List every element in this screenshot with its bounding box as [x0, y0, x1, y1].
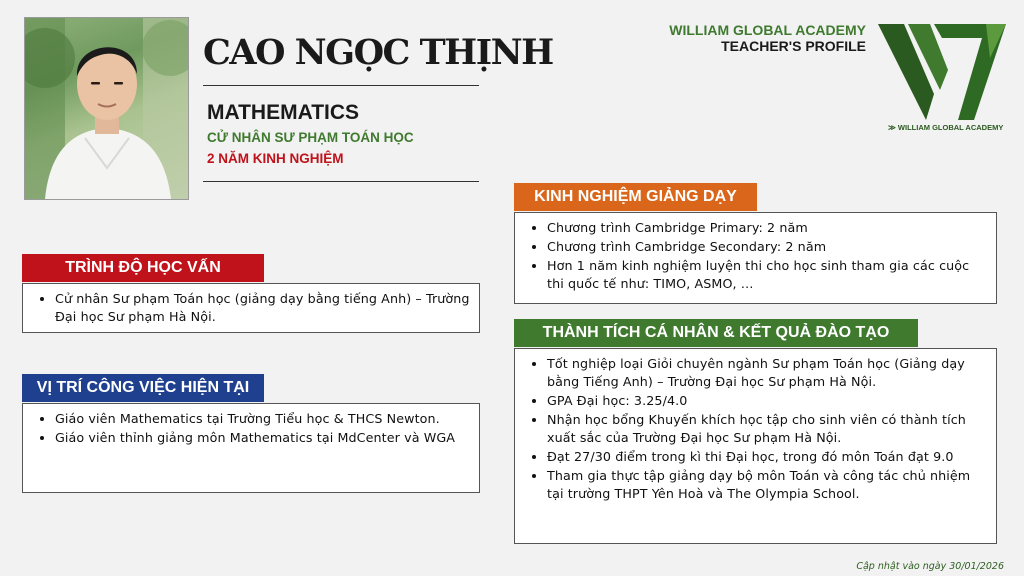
teacher-name: CAO NGỌC THỊNH [203, 32, 553, 73]
achievements-list [523, 355, 988, 503]
logo-caption: ≫ WILLIAM GLOBAL ACADEMY [888, 123, 1004, 132]
degree-text: CỬ NHÂN SƯ PHẠM TOÁN HỌC [207, 130, 414, 145]
achievements-header: THÀNH TÍCH CÁ NHÂN & KẾT QUẢ ĐÀO TẠO [514, 319, 918, 347]
list-item: • GPA Đại học: 3.25/4.0 [547, 392, 988, 410]
position-list [31, 410, 471, 447]
list-item: • Chương trình Cambridge Primary: 2 năm [547, 219, 988, 237]
teaching-list [523, 219, 988, 293]
experience-years-text: 2 NĂM KINH NGHIỆM [207, 151, 344, 166]
teacher-photo [24, 17, 189, 200]
academy-logo-icon [878, 24, 1006, 120]
academy-name: WILLIAM GLOBAL ACADEMY [669, 22, 866, 38]
list-item: • Nhận học bổng Khuyến khích học tập cho sinh viên có thành tích xuất sắc của Trường Đại học Sư phạm Hà Nội. [547, 411, 988, 447]
list-item: • Giáo viên thỉnh giảng môn Mathematics tại MdCenter và WGA [55, 429, 471, 447]
achievements-box [514, 348, 997, 544]
details-divider [203, 181, 479, 182]
education-box [22, 283, 480, 333]
list-item: • Chương trình Cambridge Secondary: 2 năm [547, 238, 988, 256]
list-item: • Tham gia thực tập giảng dạy bộ môn Toán và công tác chủ nhiệm tại trường THPT Yên Hoà và The Olympia School. [547, 467, 988, 503]
name-divider [203, 85, 479, 86]
list-item: • Tốt nghiệp loại Giỏi chuyên ngành Sư phạm Toán học (Giảng dạy bằng Tiếng Anh) – Trường Đại học Sư phạm Hà Nội. [547, 355, 988, 391]
list-item: • Đạt 27/30 điểm trong kì thi Đại học, trong đó môn Toán đạt 9.0 [547, 448, 988, 466]
updated-date: Cập nhật vào ngày 30/01/2026 [856, 561, 1004, 572]
subject-title: MATHEMATICS [207, 101, 360, 124]
teaching-header: KINH NGHIỆM GIẢNG DẠY [514, 183, 757, 211]
education-list [31, 290, 471, 326]
list-item: • Cử nhân Sư phạm Toán học (giảng dạy bằng tiếng Anh) – Trường Đại học Sư phạm Hà Nội. [55, 290, 471, 326]
position-header: VỊ TRÍ CÔNG VIỆC HIỆN TẠI [22, 374, 264, 402]
profile-label: TEACHER'S PROFILE [721, 38, 866, 54]
list-item: • Giáo viên Mathematics tại Trường Tiểu học & THCS Newton. [55, 410, 471, 428]
list-item: • Hơn 1 năm kinh nghiệm luyện thi cho học sinh tham gia các cuộc thi quốc tế như: TIMO, ASMO, … [547, 257, 988, 293]
education-header: TRÌNH ĐỘ HỌC VẤN [22, 254, 264, 282]
teaching-box [514, 212, 997, 304]
position-box [22, 403, 480, 493]
